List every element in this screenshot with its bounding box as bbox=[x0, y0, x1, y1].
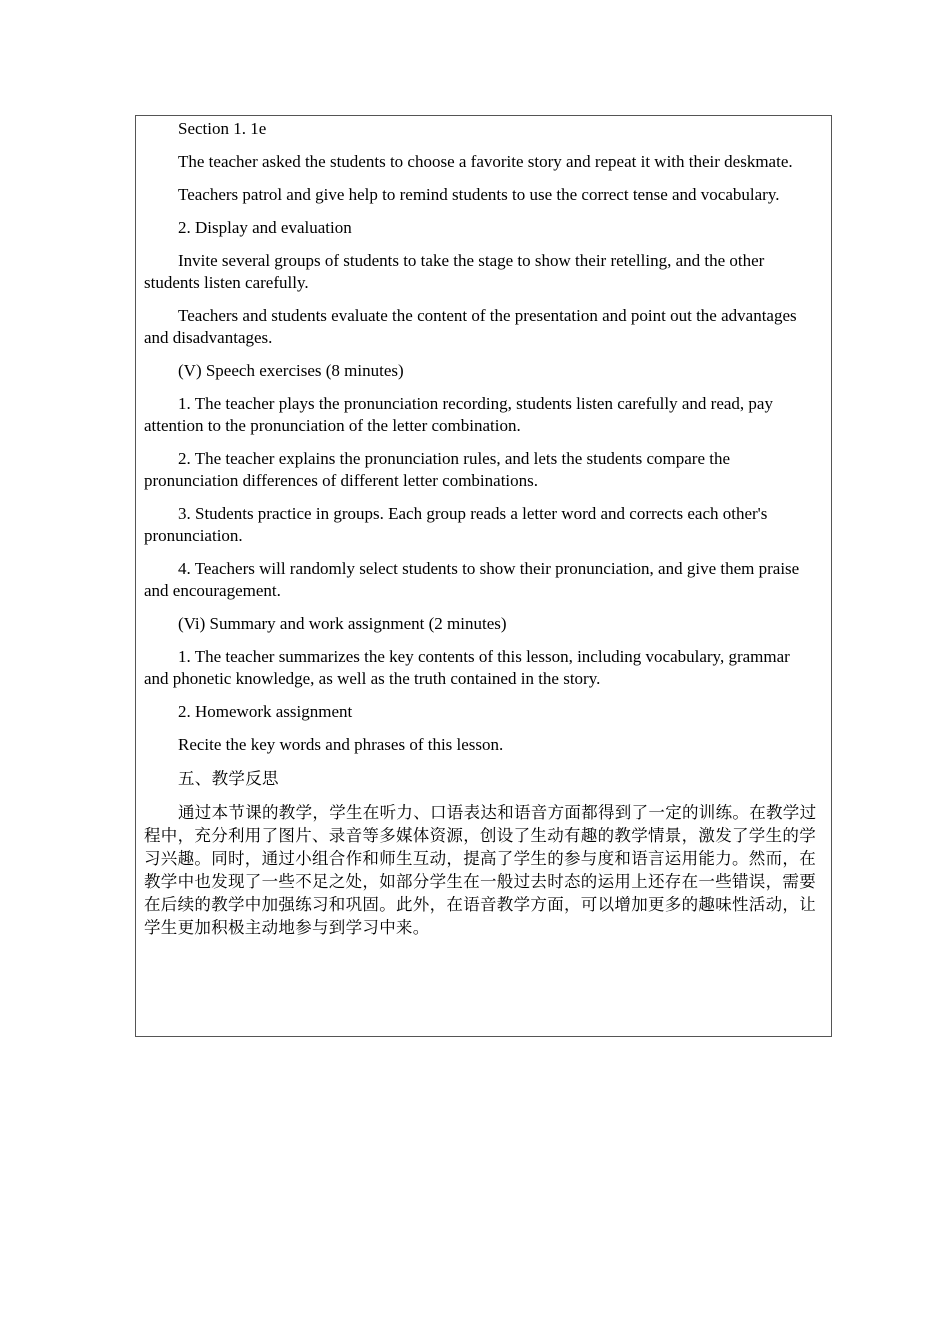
paragraph: 1. The teacher summarizes the key contents of this lesson, including vocabulary, grammar and phonetic knowledge, as well as the truth contained in the story. bbox=[144, 647, 790, 688]
paragraph: Recite the key words and phrases of this lesson. bbox=[178, 735, 504, 754]
document-table-cell bbox=[135, 115, 832, 1037]
paragraph: 3. Students practice in groups. Each group reads a letter word and corrects each other's pronunciation. bbox=[144, 504, 768, 545]
paragraph: Teachers and students evaluate the content of the presentation and point out the advantages and disadvantages. bbox=[144, 306, 797, 347]
paragraph: The teacher asked the students to choose a favorite story and repeat it with their deskmate. bbox=[178, 152, 793, 171]
paragraph: Teachers patrol and give help to remind students to use the correct tense and vocabulary. bbox=[178, 185, 780, 204]
document-body bbox=[144, 118, 817, 950]
subheading: 2. Homework assignment bbox=[178, 702, 353, 721]
reflection-heading: 五、教学反思 bbox=[178, 769, 279, 788]
paragraph: Invite several groups of students to take the stage to show their retelling, and the other students listen carefully. bbox=[144, 251, 765, 292]
paragraph: 2. The teacher explains the pronunciation rules, and lets the students compare the pronunciation differences of different letter combinations. bbox=[144, 449, 731, 490]
subheading: 2. Display and evaluation bbox=[178, 218, 352, 237]
subheading: (Vi) Summary and work assignment (2 minutes) bbox=[178, 614, 507, 633]
section-heading: Section 1. 1e bbox=[178, 119, 267, 138]
reflection-paragraph: 通过本节课的教学，学生在听力、口语表达和语音方面都得到了一定的训练。在教学过程中，充分利用了图片、录音等多媒体资源，创设了生动有趣的教学情景，激发了学生的学习兴趣。同时，通过小组合作和师生互动，提高了学生的参与度和语言运用能力。然而，在教学中也发现了一些不足之处，如部分学生在一般过去时态的运用上还存在一些错误，需要在后续的教学中加强练习和巩固。此外，在语音教学方面，可以增加更多的趣味性活动，让学生更加积极主动地参与到学习中来。 bbox=[144, 803, 817, 937]
paragraph: 4. Teachers will randomly select students to show their pronunciation, and give them praise and encouragement. bbox=[144, 559, 800, 600]
subheading: (V) Speech exercises (8 minutes) bbox=[178, 361, 404, 380]
paragraph: 1. The teacher plays the pronunciation recording, students listen carefully and read, pay attention to the pronunciation of the letter combination. bbox=[144, 394, 773, 435]
